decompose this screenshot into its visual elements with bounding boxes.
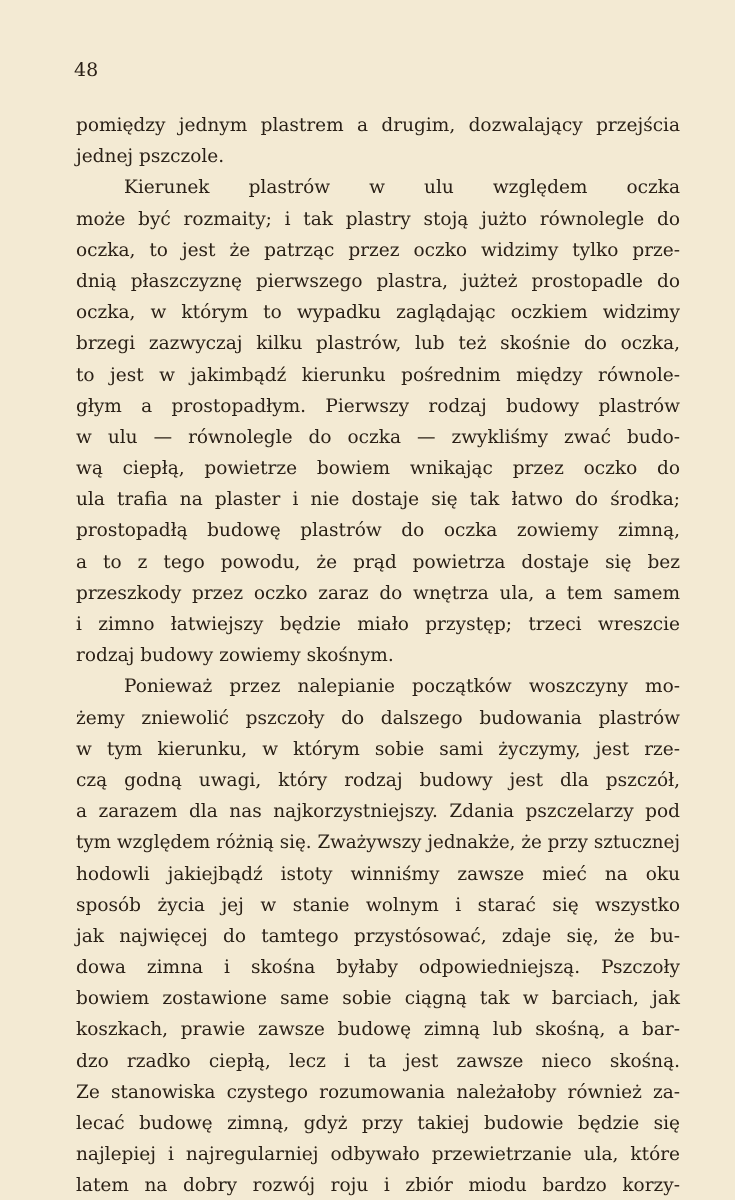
text-line: dzo rzadko ciepłą, lecz i ta jest zawsze nieco skośną. (76, 1050, 680, 1072)
text-line: dnią płaszczyznę pierwszego plastra, jużteż prostopadle do (76, 270, 680, 292)
text-line: hodowli jakiejbądź istoty winniśmy zawsze mieć na oku (76, 863, 680, 885)
text-line: głym a prostopadłym. Pierwszy rodzaj budowy plastrów (76, 395, 680, 417)
text-line: oczka, w którym to wypadku zaglądając oczkiem widzimy (76, 302, 680, 324)
text-line: najlepiej i najregularniej odbywało przewietrzanie ula, które (76, 1144, 680, 1166)
text-line: pomiędzy jednym plastrem a drugim, dozwalający przejścia (76, 115, 680, 136)
text-line: jak najwięcej do tamtego przystósować, zdaje się, że bu- (76, 925, 680, 947)
text-line: sposób życia jej w stanie wolnym i starać się wszystko (76, 894, 680, 916)
text-line: w ulu — równolegle do oczka — zwykliśmy zwać budo- (76, 426, 680, 448)
text-line: a zarazem dla nas najkorzystniejszy. Zdania pszczelarzy pod (76, 801, 680, 823)
text-line: ula trafia na plaster i nie dostaje się tak łatwo do środka; (76, 489, 680, 511)
text-line: przeszkody przez oczko zaraz do wnętrza ula, a tem samem (76, 582, 680, 604)
text-line: żemy zniewolić pszczoły do dalszego budowania plastrów (76, 707, 680, 729)
text-line: koszkach, prawie zawsze budowę zimną lub skośną, a bar- (76, 1019, 680, 1041)
text-line: tym względem różnią się. Zważywszy jednakże, że przy sztucznej (76, 832, 680, 854)
text-line: lecać budowę zimną, gdyż przy takiej budowie będzie się (76, 1113, 680, 1134)
text-line: dowa zimna i skośna byłaby odpowiedniejszą. Pszczoły (76, 957, 680, 979)
page-number: 48 (74, 59, 99, 81)
text-line: to jest w jakimbądź kierunku pośrednim między równole- (76, 364, 680, 386)
text-line: Ponieważ przez nalepianie początków woszczyny mo- (124, 676, 680, 698)
body-text (76, 110, 680, 1200)
text-line: Ze stanowiska czystego rozumowania należałoby również za- (76, 1081, 680, 1103)
text-line: Kierunek plastrów w ulu względem oczka (124, 177, 680, 199)
text-line: bowiem zostawione same sobie ciągną tak w barciach, jak (76, 988, 680, 1010)
text-line: czą godną uwagi, który rodzaj budowy jest dla pszczół, (76, 769, 680, 791)
text-line: prostopadłą budowę plastrów do oczka zowiemy zimną, (76, 520, 680, 542)
text-line: wą ciepłą, powietrze bowiem wnikając przez oczko do (76, 458, 680, 480)
text-line: latem na dobry rozwój roju i zbiór miodu bardzo korzy- (76, 1175, 680, 1197)
text-line: rodzaj budowy zowiemy skośnym. (76, 645, 394, 667)
text-line: i zimno łatwiejszy będzie miało przystęp; trzeci wreszcie (76, 614, 680, 635)
text-line: oczka, to jest że patrząc przez oczko widzimy tylko prze- (76, 239, 680, 261)
text-line: może być rozmaity; i tak plastry stoją jużto równolegle do (76, 208, 680, 230)
text-line: w tym kierunku, w którym sobie sami życzymy, jest rze- (76, 738, 680, 760)
text-line: brzegi zazwyczaj kilku plastrów, lub też skośnie do oczka, (76, 333, 680, 355)
text-line: a to z tego powodu, że prąd powietrza dostaje się bez (76, 551, 680, 573)
text-line: jednej pszczole. (76, 146, 225, 168)
